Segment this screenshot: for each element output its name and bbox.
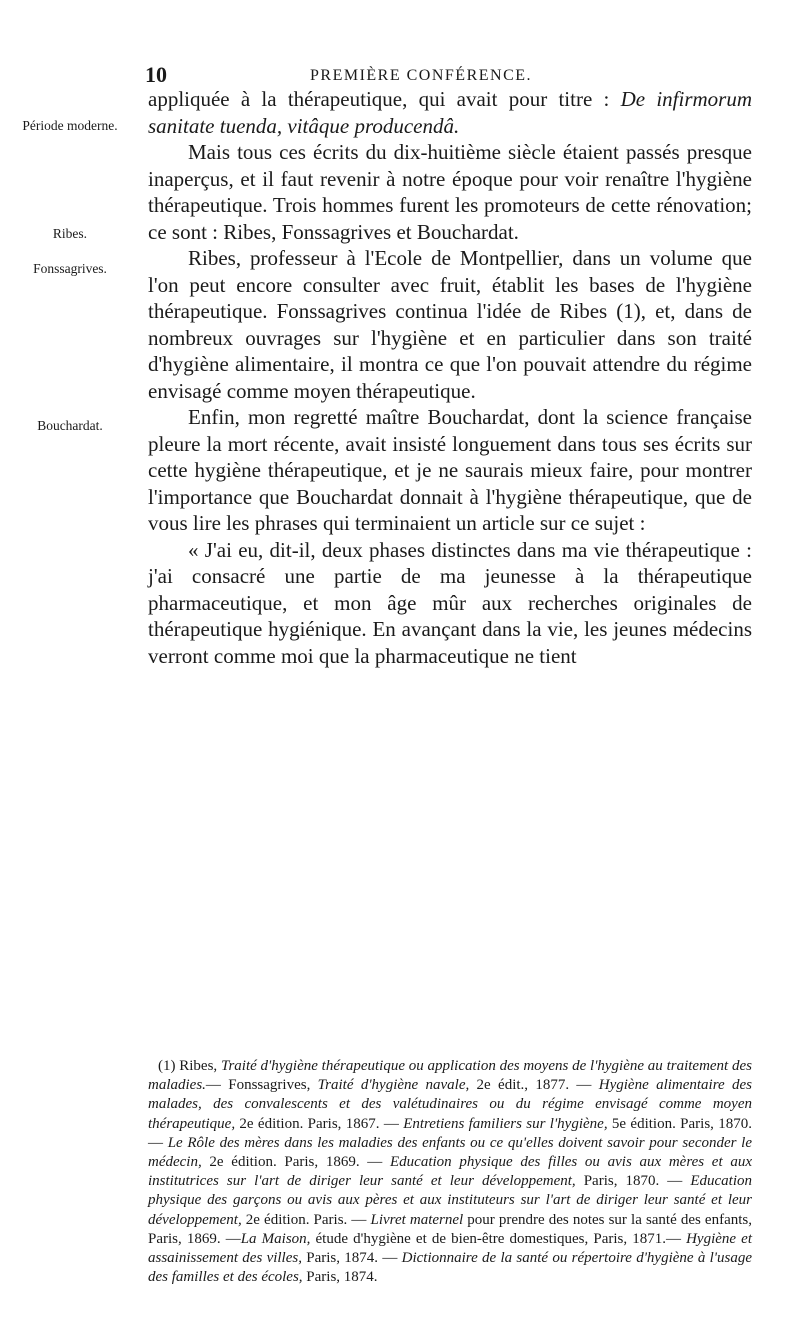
footnote-title: Livret maternel (370, 1211, 464, 1228)
paragraph-periode-moderne: Mais tous ces écrits du dix-huitième siècle étaient passés presque inaperçus, et il faut revenir à notre époque pour voir renaître l'hygiène thérapeutique. Trois hommes furent les promoteurs de cette rénovation; ce sont : Ribes, Fonssagrives et Bouchardat. (148, 140, 752, 244)
paragraph-bouchardat: Enfin, mon regretté maître Bouchardat, dont la science française pleure la mort récente, avait insisté longuement dans tous ses écrits sur cette hygiène thérapeutique, et je ne saurais mieux faire, pour montrer l'importance que Bouchardat donnait à l'hygiène thérapeutique, que de vous lire les phrases qui terminaient un article sur ce sujet : (148, 405, 752, 535)
footnote-title: Traité d'hygiène navale, (317, 1077, 470, 1094)
footnote-text: 2e édition. Paris, 1867. — (235, 1115, 404, 1132)
footnote-1 (148, 1057, 752, 1287)
footnote-text: pour prendre des notes sur la santé des enfants, Paris, 1869. — (148, 1211, 753, 1247)
footnote-text: — Fonssagrives, (205, 1077, 318, 1094)
footnote-text: Paris, 1874. — (301, 1250, 402, 1267)
footnote-title: Le Rôle des mères dans les maladies des enfants ou ce qu'elles doivent savoir pour seconder le médecin, (148, 1134, 753, 1171)
footnote-text: étude d'hygiène et de bien-être domestiques, Paris, 1871.— (310, 1230, 687, 1247)
paragraph-text: appliquée à la thérapeutique, qui avait pour titre : (148, 87, 621, 111)
footnote-title: Education physique des garçons ou avis aux pères et aux instituteurs sur l'art de diriger leur santé et leur développement, (148, 1173, 752, 1228)
latin-title: De infirmorum sanitate tuenda, vitâque producendâ. (148, 87, 752, 138)
footnote-text: 2e édition. Paris. — (241, 1211, 371, 1228)
footnote-title: Dictionnaire de la santé ou répertoire d'hygiène à l'usage des familles et des écoles, (148, 1250, 753, 1286)
margin-note-bouchardat: Bouchardat. (37, 418, 103, 433)
footnote-title: Entretiens familiers sur l'hygiène, (403, 1115, 608, 1132)
footnote-text: 2e édit., 1877. — (469, 1077, 599, 1094)
page-number: 10 (145, 62, 167, 87)
footnote-title: La Maison, (240, 1230, 311, 1247)
body-text (148, 86, 752, 669)
footnote-title: Traité d'hygiène thérapeutique ou application des moyens de l'hygiène au traitement des maladies. (148, 1058, 752, 1094)
footnote-text: (1) Ribes, (158, 1058, 221, 1074)
footnote-text: 5e édition. Paris, 1870. — (148, 1115, 752, 1151)
footnote-text: 2e édition. Paris, 1869. — (201, 1154, 390, 1171)
paragraph-ribes: Ribes, professeur à l'Ecole de Montpellier, dans un volume que l'on peut encore consulter avec fruit, établit les bases de l'hygiène thérapeutique. Fonssagrives continua l'idée de Ribes (1), et, dans de nombreux ouvrages sur l'hygiène et en particulier dans son traité d'hygiène alimentaire, il montra ce que l'on pouvait attendre du régime envisagé comme moyen thérapeutique. (148, 246, 752, 403)
margin-note-ribes: Ribes. (52, 226, 88, 241)
footnote-text: Paris, 1874. (302, 1269, 378, 1286)
margin-note-fonssagrives: Fonssagrives. (33, 261, 107, 276)
paragraph-continued (148, 86, 752, 139)
footnote-title: Education physique des filles ou avis aux mères et aux institutrices sur l'art de diriger leur santé et leur développement, (148, 1154, 752, 1190)
footnote-title: Hygiène et assainissement des villes, (148, 1230, 752, 1267)
footnote-title: Hygiène alimentaire des malades, des convalescents et des valétudinaires ou du régime envisagé comme moyen thérapeutique, (148, 1077, 752, 1132)
margin-note-periode: Période moderne. (22, 118, 118, 133)
footnote-text: Paris, 1870. — (575, 1173, 691, 1190)
paragraph-quotation: « J'ai eu, dit-il, deux phases distinctes dans ma vie thérapeutique : j'ai consacré une partie de ma jeunesse à la thérapeutique pharmaceutique, et mon âge mûr aux recherches originales de thérapeutique hygiénique. En avançant dans la vie, les jeunes médecins verront comme moi que la pharmaceutique ne tient (148, 537, 752, 668)
running-title: PREMIÈRE CONFÉRENCE. (310, 67, 533, 84)
footnotes (148, 1057, 752, 1287)
